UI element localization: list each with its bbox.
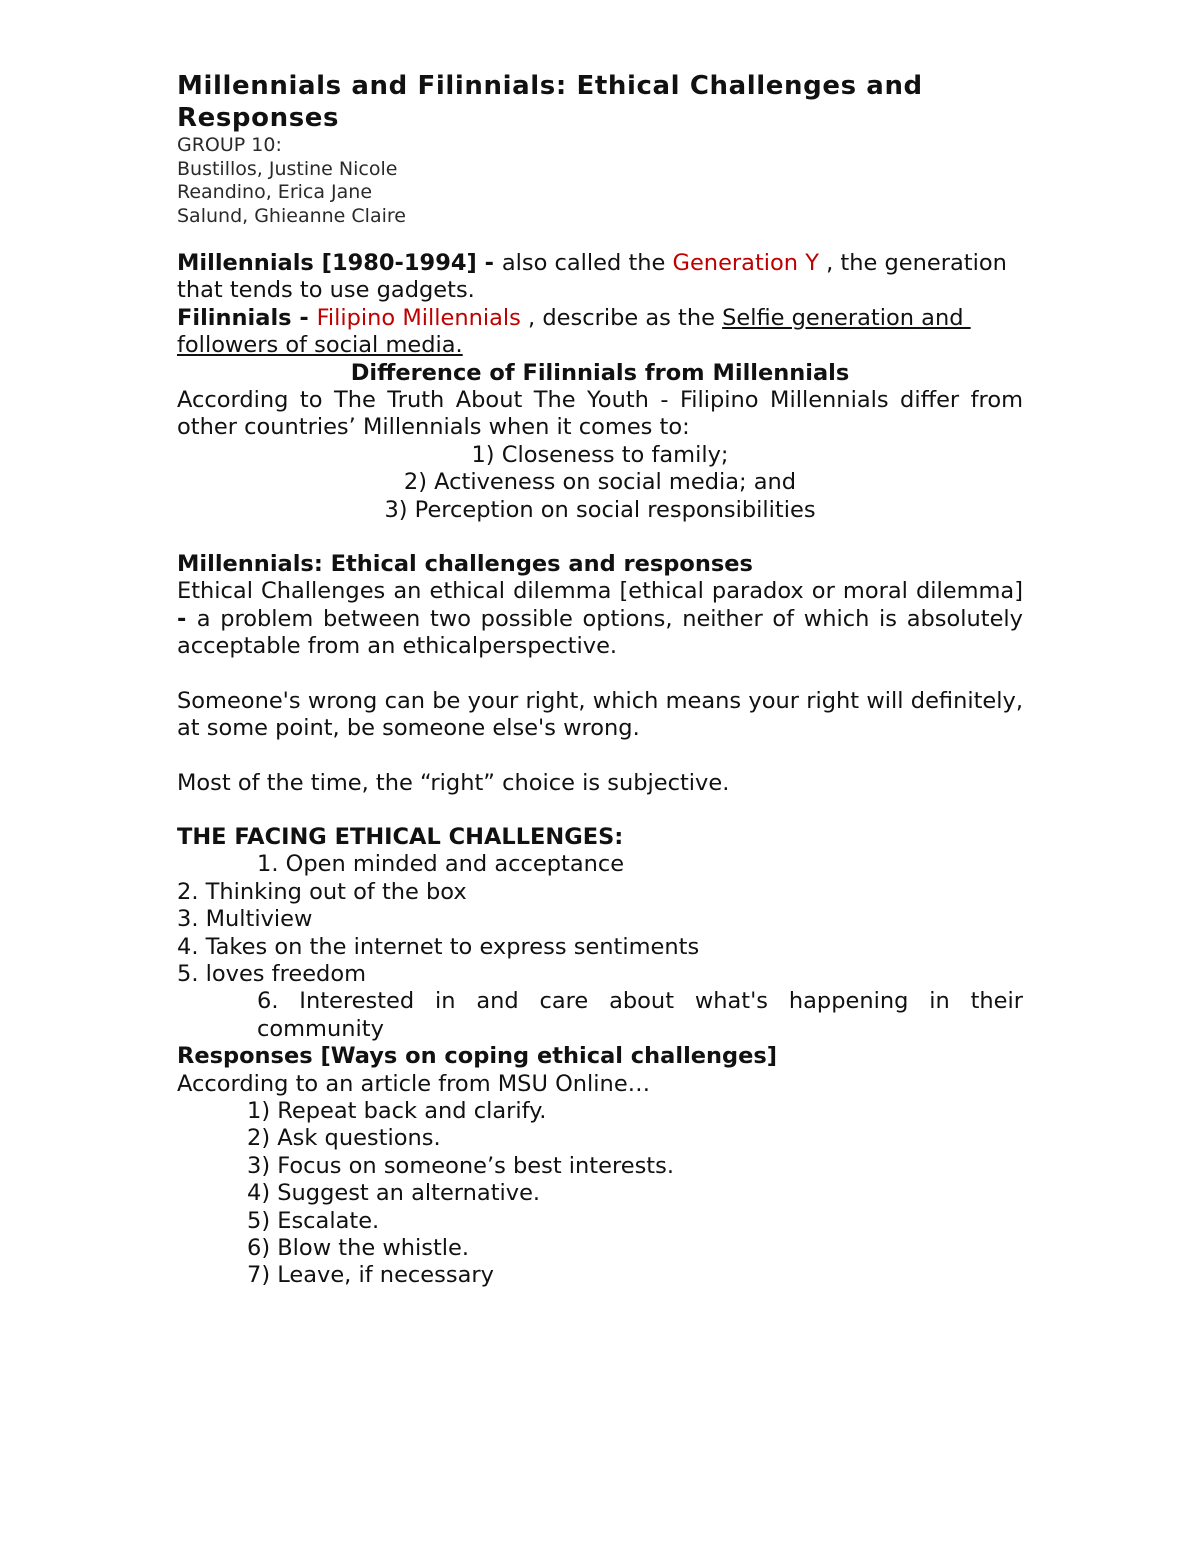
challenge-item: 1. Open minded and acceptance [257,851,625,878]
difference-item: 2) Activeness on social media; and [403,469,797,496]
response-item: 3) Focus on someone’s best interests. [247,1152,674,1179]
responses-intro: According to an article from MSU Online… [177,1070,651,1097]
followers-underlined: followers of social media. [177,332,463,359]
challenge-item: 5. loves freedom [177,960,366,987]
separator: - [291,304,317,331]
and-underlined: and [914,304,964,331]
separator: - [476,250,502,276]
challenges-heading: THE FACING ETHICAL CHALLENGES: [177,823,624,850]
dilemma-definition: a problem between two possible options, neither of which is absolutely acceptable from an ethicalperspective. [177,605,1024,660]
challenge-item: 4. Takes on the internet to express sentiments [177,933,700,960]
separator: - [177,605,197,632]
response-item: 1) Repeat back and clarify. [247,1097,547,1124]
millennials-definition [177,250,1023,305]
spacer [177,228,1023,250]
difference-item: 1) Closeness to family; [471,441,729,468]
underline-trailing-space [964,305,971,331]
member-name: Reandino, Erica Jane [177,181,373,203]
spacer [177,524,1023,551]
response-item: 2) Ask questions. [247,1125,441,1152]
member-name: Salund, Ghieanne Claire [177,204,406,227]
difference-intro: According to The Truth About The Youth - Filipino Millennials differ from other countries’ Millennials when it comes to: [177,387,1023,441]
challenge-item: 6. Interested in and care about what's happening in their community [257,988,1023,1042]
response-item: 7) Leave, if necessary [247,1262,494,1289]
response-item: 4) Suggest an alternative. [247,1180,541,1207]
challenge-item: 2. Thinking out of the box [177,878,467,905]
document-title: Millennials and Filinnials: Ethical Challenges and Responses [177,71,923,133]
filinnials-term: Filinnials [177,304,292,331]
difference-item: 3) Perception on social responsibilities [384,496,816,523]
definition-text: , describe as the [520,304,723,331]
wrong-right-paragraph: Someone's wrong can be your right, which means your right will definitely, at some point, be someone else's wrong. [177,687,1023,742]
responses-heading: Responses [Ways on coping ethical challenges] [177,1043,778,1070]
difference-heading: Difference of Filinnials from Millennials [350,359,850,386]
subjective-paragraph: Most of the time, the “right” choice is subjective. [177,769,730,796]
spacer [177,743,1023,770]
member-name: Bustillos, Justine Nicole [177,157,398,180]
challenge-item: 3. Multiview [177,906,313,933]
definition-text: , the generation that tends to use gadgets. [177,250,1007,304]
filipino-millennials-highlight: Filipino Millennials [316,304,521,331]
group-label: GROUP 10: [177,134,282,156]
spacer [177,661,1023,688]
document-body [177,70,1023,1290]
selfie-generation-underlined: Selfie generation [722,304,915,331]
spacer [177,797,1023,824]
response-item: 5) Escalate. [247,1207,380,1234]
filinnials-definition [177,305,1023,360]
generation-y-highlight: Generation Y [672,250,819,276]
millennials-term: Millennials [1980-1994] [177,250,477,276]
ethical-heading: Millennials: Ethical challenges and responses [177,551,753,578]
definition-text: also called the [501,250,673,276]
response-item: 6) Blow the whistle. [247,1235,470,1261]
dilemma-term: Ethical Challenges an ethical dilemma [ethical paradox or moral dilemma] [177,578,1023,605]
ethical-dilemma-paragraph [177,578,1023,660]
